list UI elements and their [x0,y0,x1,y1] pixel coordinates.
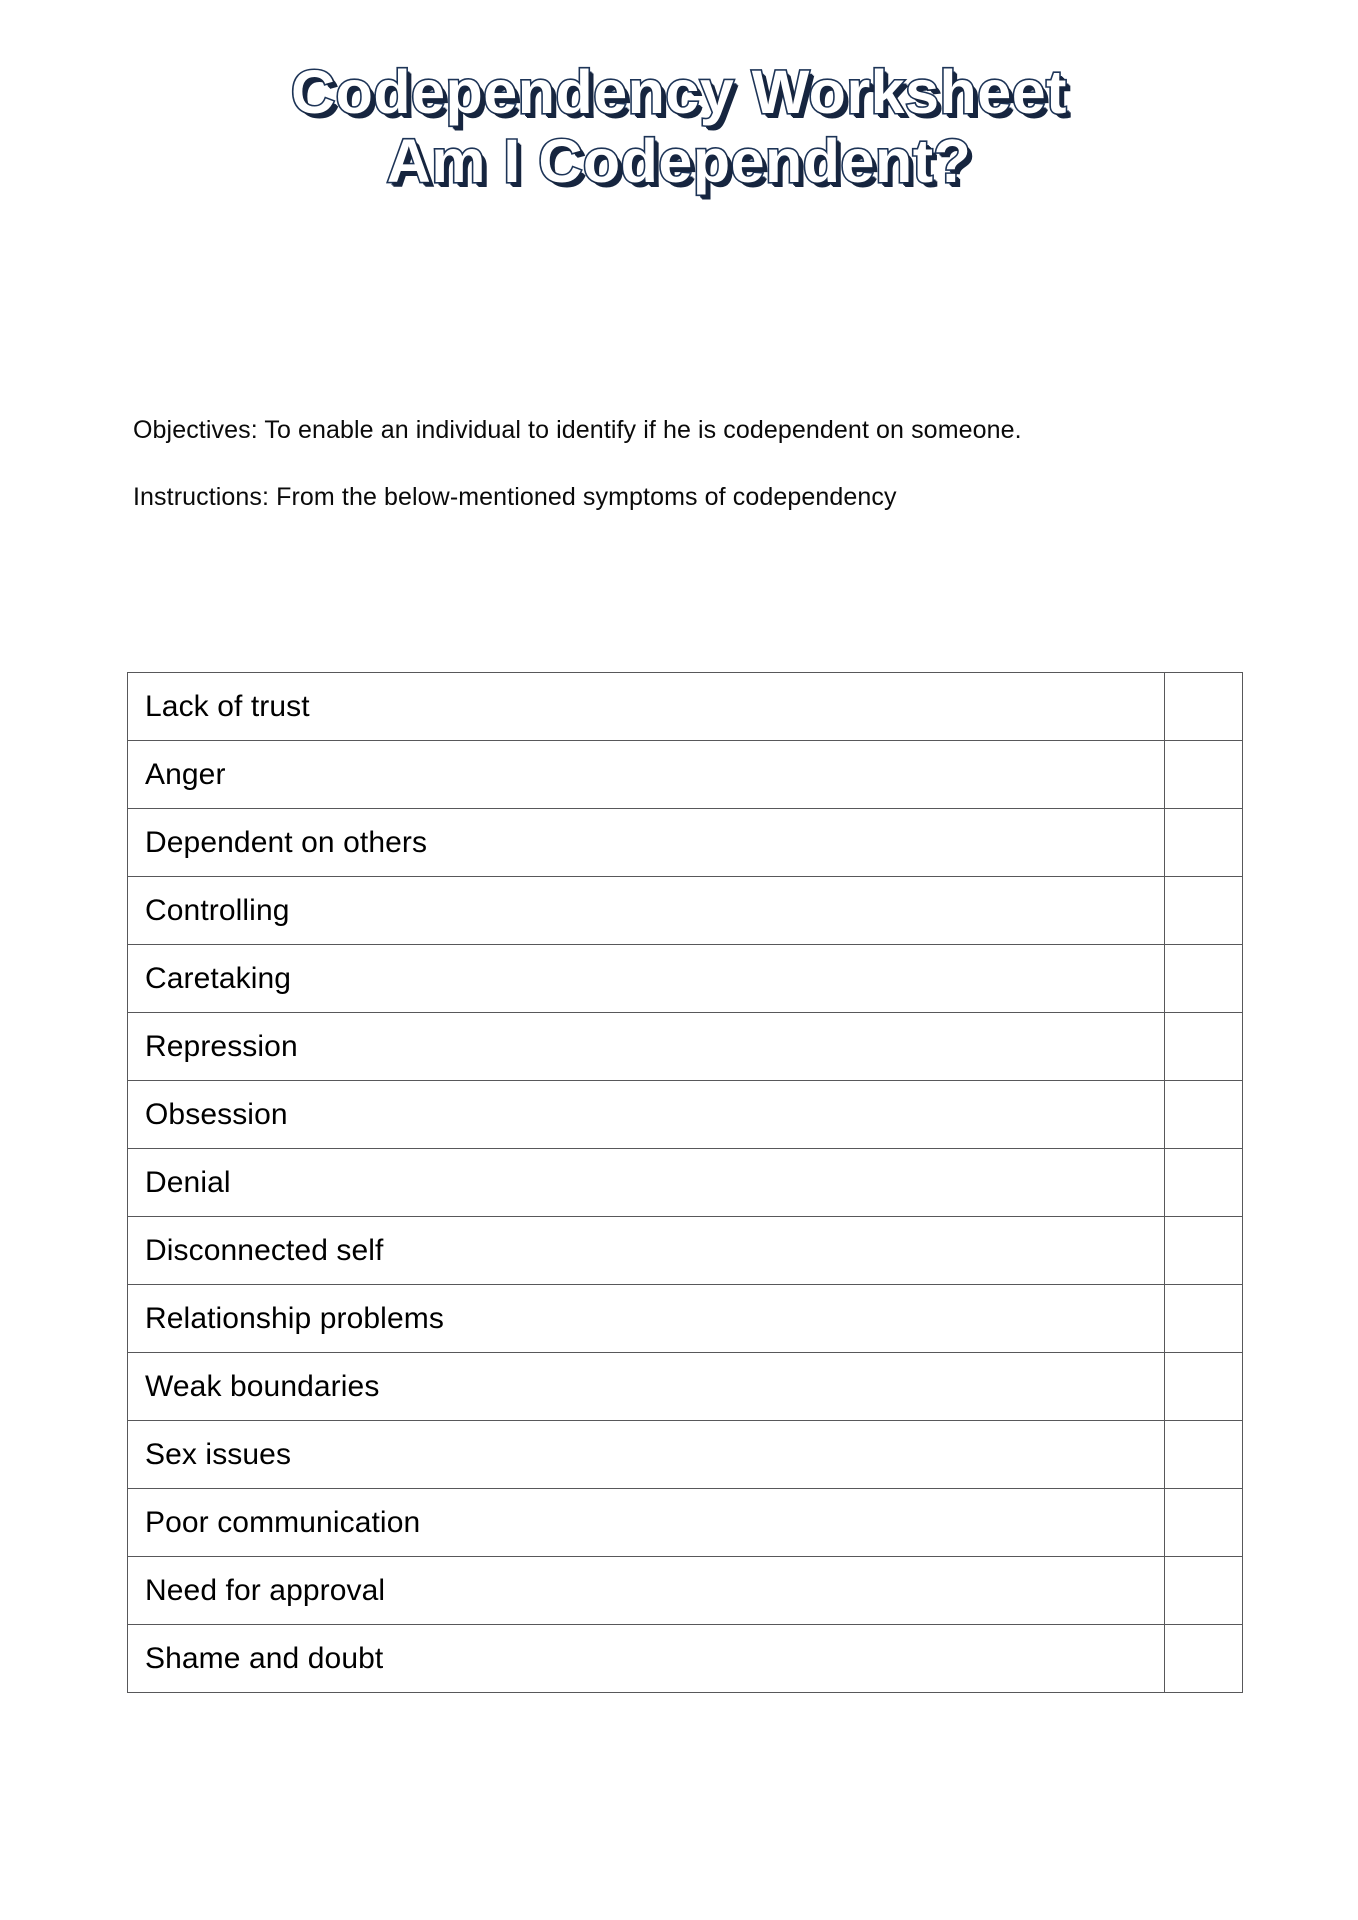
intro-section [133,415,1253,512]
symptom-label-cell: Need for approval [128,1557,1165,1625]
instructions-text: Instructions: From the below-mentioned symptoms of codependency [133,483,897,511]
symptom-checkbox-cell[interactable] [1165,1489,1243,1557]
title-line-secondary: Am I Codependent? [386,127,972,195]
symptom-label-cell: Anger [128,741,1165,809]
symptom-label-cell: Weak boundaries [128,1353,1165,1421]
symptom-label-cell: Caretaking [128,945,1165,1013]
page-title [0,58,1358,195]
symptom-label-cell: Shame and doubt [128,1625,1165,1693]
table-row [128,1625,1243,1693]
symptom-checkbox-cell[interactable] [1165,1557,1243,1625]
symptom-label-cell: Dependent on others [128,809,1165,877]
table-row [128,1081,1243,1149]
symptom-checkbox-cell[interactable] [1165,1013,1243,1081]
table-row [128,1149,1243,1217]
symptom-checkbox-cell[interactable] [1165,809,1243,877]
symptom-checklist-table [127,672,1243,1693]
table-row [128,1557,1243,1625]
table-row [128,741,1243,809]
table-row [128,1353,1243,1421]
table-row [128,673,1243,741]
symptom-label-cell: Repression [128,1013,1165,1081]
table-row [128,1013,1243,1081]
symptom-label-cell: Obsession [128,1081,1165,1149]
table-row [128,1217,1243,1285]
symptom-checkbox-cell[interactable] [1165,877,1243,945]
table-row [128,945,1243,1013]
table-row [128,877,1243,945]
symptom-checkbox-cell[interactable] [1165,1217,1243,1285]
symptom-checkbox-cell[interactable] [1165,1285,1243,1353]
symptom-checkbox-cell[interactable] [1165,741,1243,809]
symptom-label-cell: Poor communication [128,1489,1165,1557]
symptom-label-cell: Relationship problems [128,1285,1165,1353]
title-line-primary: Codependency Worksheet [291,58,1067,126]
table-row [128,1285,1243,1353]
objectives-text: Objectives: To enable an individual to identify if he is codependent on someone. [133,416,1022,444]
table-row [128,1421,1243,1489]
symptom-label-cell: Sex issues [128,1421,1165,1489]
symptom-label-cell: Denial [128,1149,1165,1217]
symptom-checkbox-cell[interactable] [1165,673,1243,741]
symptom-checkbox-cell[interactable] [1165,1421,1243,1489]
symptom-checkbox-cell[interactable] [1165,1625,1243,1693]
table-row [128,809,1243,877]
symptom-checkbox-cell[interactable] [1165,945,1243,1013]
symptom-label-cell: Disconnected self [128,1217,1165,1285]
symptom-checkbox-cell[interactable] [1165,1081,1243,1149]
symptom-label-cell: Lack of trust [128,673,1165,741]
symptom-label-cell: Controlling [128,877,1165,945]
table-row [128,1489,1243,1557]
symptom-checkbox-cell[interactable] [1165,1149,1243,1217]
symptom-table-body [128,673,1243,1693]
symptom-checkbox-cell[interactable] [1165,1353,1243,1421]
